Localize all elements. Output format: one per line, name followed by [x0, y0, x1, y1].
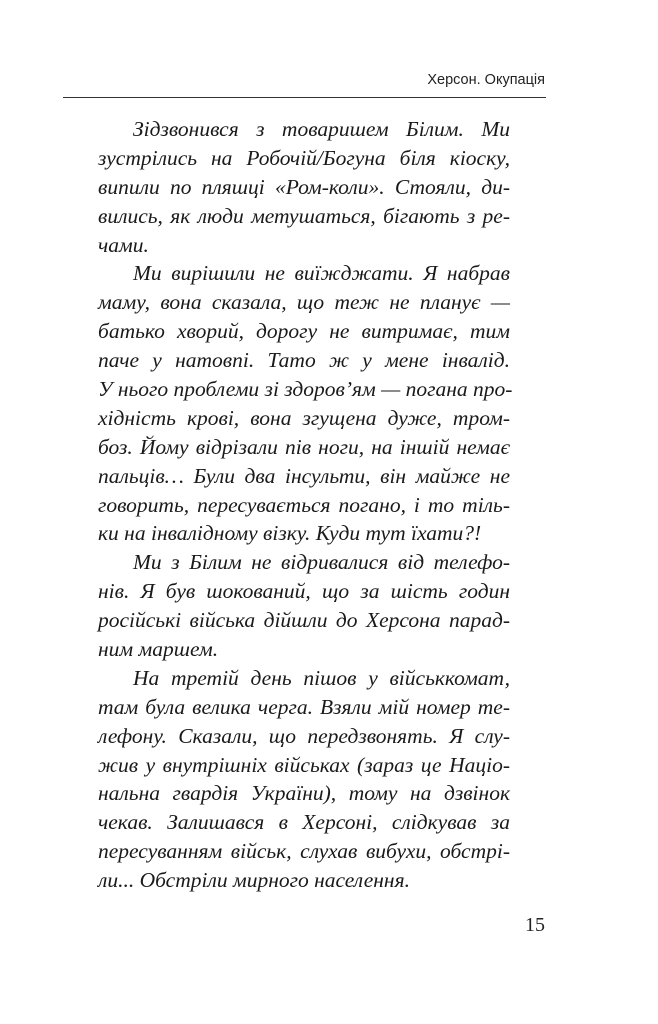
paragraph — [98, 548, 510, 664]
page-body — [98, 115, 513, 895]
text-line: маму, вона сказала, що теж не планує — — [98, 290, 510, 315]
page-number: 15 — [525, 914, 545, 936]
paragraph — [98, 664, 510, 895]
running-header: Херсон. Окупація — [427, 72, 545, 88]
text-line: ли... Обстріли мирного населення. — [98, 868, 410, 893]
text-line: випили по пляшці «Ром-коли». Стояли, ди- — [98, 174, 510, 199]
text-line: Ми з Білим не відривалися від телефо- — [133, 550, 510, 575]
text-line: ки на інвалідному візку. Куди тут їхати?! — [98, 521, 482, 546]
text-line: Зідзвонився з товаришем Білим. Ми — [133, 117, 510, 141]
text-line: паче у натовпі. Тато ж у мене інвалід. — [98, 348, 510, 373]
text-line: У нього проблеми зі здоров’ям — погана про- — [98, 377, 513, 402]
text-line: ним маршем. — [98, 637, 219, 662]
text-line: Ми вирішили не виїжджати. Я набрав — [133, 261, 510, 286]
paragraph — [98, 259, 513, 548]
text-line: вились, як люди метушаться, бігають з ре- — [98, 203, 510, 228]
text-line: пальців… Були два інсульти, він майже не — [98, 463, 510, 488]
text-line: там була велика черга. Взяли мій номер те- — [98, 694, 510, 719]
text-line: лефону. Сказали, що передзвонять. Я слу- — [98, 723, 510, 748]
text-line: говорить, пересувається погано, і то тіль- — [98, 492, 510, 517]
text-line: чекав. Залишався в Херсоні, слідкував за — [98, 810, 510, 835]
text-line: жив у внутрішніх військах (зараз це Націо- — [98, 752, 510, 777]
paragraph — [98, 115, 510, 259]
text-line: російські війська дійшли до Херсона парад- — [98, 608, 510, 633]
text-line: хідність крові, вона згущена дуже, тром- — [98, 405, 510, 430]
text-line: батько хворий, дорогу не витримає, тим — [98, 319, 510, 344]
text-line: боз. Йому відрізали пів ноги, на іншій немає — [98, 434, 510, 459]
header-rule — [63, 97, 546, 98]
text-line: чами. — [98, 232, 149, 257]
text-line: зустрілись на Робочій/Богуна біля кіоску, — [98, 145, 510, 170]
text-line: нів. Я був шокований, що за шість годин — [98, 579, 510, 604]
text-line: пересуванням військ, слухав вибухи, обстрі- — [98, 839, 510, 864]
text-line: На третій день пішов у військкомат, — [133, 665, 510, 690]
text-line: нальна гвардія України), тому на дзвінок — [98, 781, 510, 806]
